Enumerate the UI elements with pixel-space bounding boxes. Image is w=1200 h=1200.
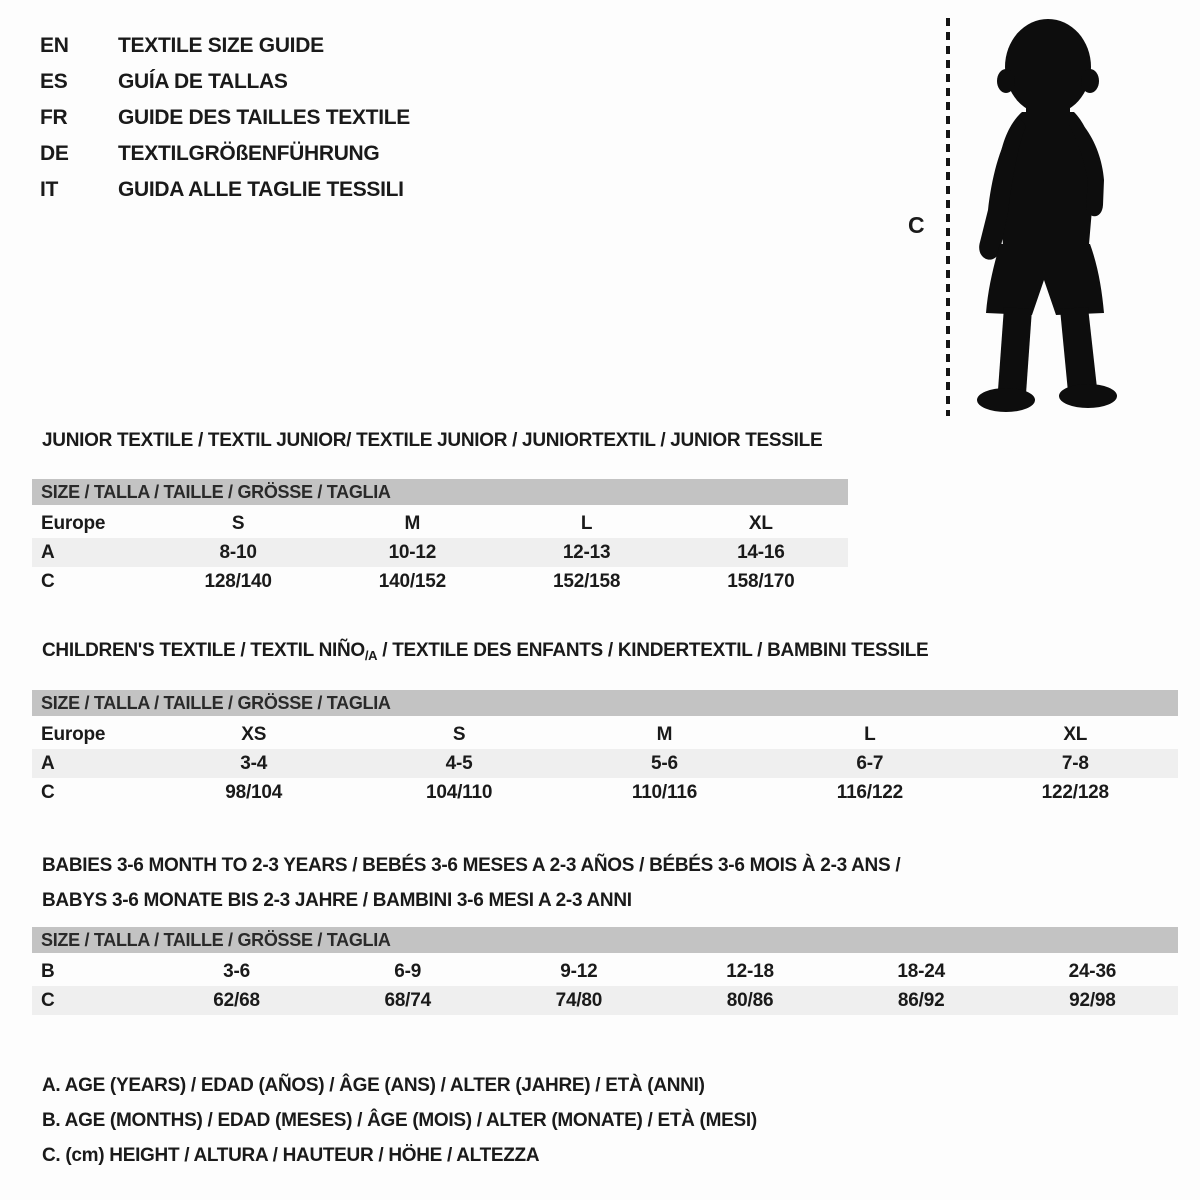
section-babies-textile [32,848,1178,1015]
row-label-cell: C [41,989,55,1011]
children-title-subscript: /A [364,648,378,663]
value-cell: 104/110 [425,781,493,803]
value-cell: 140/152 [378,570,447,592]
babies-title-line1: BABIES 3-6 MONTH TO 2-3 YEARS / BEBÉS 3-6 MESES A 2-3 AÑOS / BÉBÉS 3-6 MOIS À 2-3 ANS / [42,855,901,876]
row-label-cell: A [41,752,55,774]
legend-age-years: A. AGE (YEARS) / EDAD (AÑOS) / ÂGE (ANS) / ALTER (JAHRE) / ETÀ (ANNI) [42,1075,705,1096]
value-cell: 158/170 [727,570,795,592]
guide-title-de: TEXTILGRÖßENFÜHRUNG [118,142,380,165]
value-cell: 74/80 [555,989,603,1011]
language-code: DE [40,142,69,165]
language-row-de [40,136,410,172]
guide-title-it: GUIDA ALLE TAGLIE TESSILI [118,178,404,201]
value-cell: 152/158 [552,570,621,592]
value-cell: S [231,512,245,534]
table-row [32,720,1178,749]
value-cell: XS [241,723,267,745]
value-cell: M [404,512,421,534]
row-label-cell: C [41,570,55,592]
junior-size-header-bar: SIZE / TALLA / TAILLE / GRÖSSE / TAGLIA [32,479,848,505]
children-section-title [32,640,1178,663]
value-cell: M [656,723,673,745]
value-cell: 110/116 [631,781,698,803]
value-cell: 24-36 [1068,960,1117,982]
value-cell: 3-6 [223,960,251,982]
children-title-suffix: / TEXTILE DES ENFANTS / KINDERTEXTIL / BAMBINI TESSILE [377,640,929,661]
value-cell: 122/128 [1041,781,1109,803]
row-label-cell: C [41,781,55,803]
guide-title-en: TEXTILE SIZE GUIDE [118,34,324,57]
table-row [32,567,848,596]
row-label-cell: A [41,541,55,563]
section-children-textile [32,640,1178,807]
value-cell: 8-10 [219,541,257,563]
value-cell: S [452,723,466,745]
value-cell: 12-18 [726,960,774,982]
value-cell: 4-5 [445,752,473,774]
babies-size-table [32,957,1178,1015]
babies-section-title [32,848,1178,918]
table-row [32,957,1178,986]
language-row-en [40,28,410,64]
value-cell: 128/140 [204,570,272,592]
height-measure-label: C [908,212,925,238]
value-cell: 14-16 [737,541,785,563]
value-cell: 92/98 [1069,989,1116,1011]
height-measure-dashed-line [946,18,950,416]
legend-height-cm: C. (cm) HEIGHT / ALTURA / HAUTEUR / HÖHE / ALTEZZA [42,1145,540,1166]
value-cell: L [580,512,593,534]
language-code: FR [40,106,68,129]
value-cell: 62/68 [213,989,260,1011]
babies-size-header-bar: SIZE / TALLA / TAILLE / GRÖSSE / TAGLIA [32,927,1178,953]
language-code: ES [40,70,68,93]
value-cell: 68/74 [384,989,431,1011]
value-cell: 116/122 [836,781,903,803]
value-cell: 6-9 [394,960,422,982]
babies-title-line2: BABYS 3-6 MONATE BIS 2-3 JAHRE / BAMBINI 3-6 MESI A 2-3 ANNI [42,890,632,911]
value-cell: 18-24 [897,960,945,982]
value-cell: 98/104 [225,781,283,803]
legend-age-months: B. AGE (MONTHS) / EDAD (MESES) / ÂGE (MOIS) / ALTER (MONATE) / ETÀ (MESI) [42,1110,757,1131]
table-row [32,509,848,538]
measurement-legend [42,1068,757,1173]
value-cell: 86/92 [897,989,945,1011]
junior-size-table [32,509,848,596]
language-list [40,28,410,208]
row-label-cell: Europe [41,723,106,745]
table-row [32,778,1178,807]
children-size-table [32,720,1178,807]
junior-section-title: JUNIOR TEXTILE / TEXTIL JUNIOR/ TEXTILE JUNIOR / JUNIORTEXTIL / JUNIOR TESSILE [42,430,823,451]
language-row-es [40,64,410,100]
row-label-cell: Europe [41,512,106,534]
language-code: IT [40,178,59,201]
value-cell: 10-12 [388,541,437,563]
value-cell: 7-8 [1061,752,1089,774]
value-cell: L [864,723,876,745]
section-junior-textile [32,430,848,596]
value-cell: 9-12 [560,960,598,982]
value-cell: 5-6 [651,752,678,774]
value-cell: XL [748,512,773,534]
language-row-it [40,172,410,208]
children-title-prefix: CHILDREN'S TEXTILE / TEXTIL NIÑO [42,640,365,661]
value-cell: XL [1063,723,1088,745]
value-cell: 12-13 [562,541,611,563]
children-size-header-bar: SIZE / TALLA / TAILLE / GRÖSSE / TAGLIA [32,690,1178,716]
table-row [32,749,1178,778]
value-cell: 3-4 [240,752,268,774]
guide-title-fr: GUIDE DES TAILLES TEXTILE [118,106,410,129]
toddler-silhouette-image [960,14,1142,420]
guide-title-es: GUÍA DE TALLAS [118,70,288,93]
table-row [32,538,848,567]
row-label-cell: B [41,960,55,982]
language-code: EN [40,34,69,57]
value-cell: 80/86 [726,989,774,1011]
value-cell: 6-7 [856,752,884,774]
language-row-fr [40,100,410,136]
table-row [32,986,1178,1015]
